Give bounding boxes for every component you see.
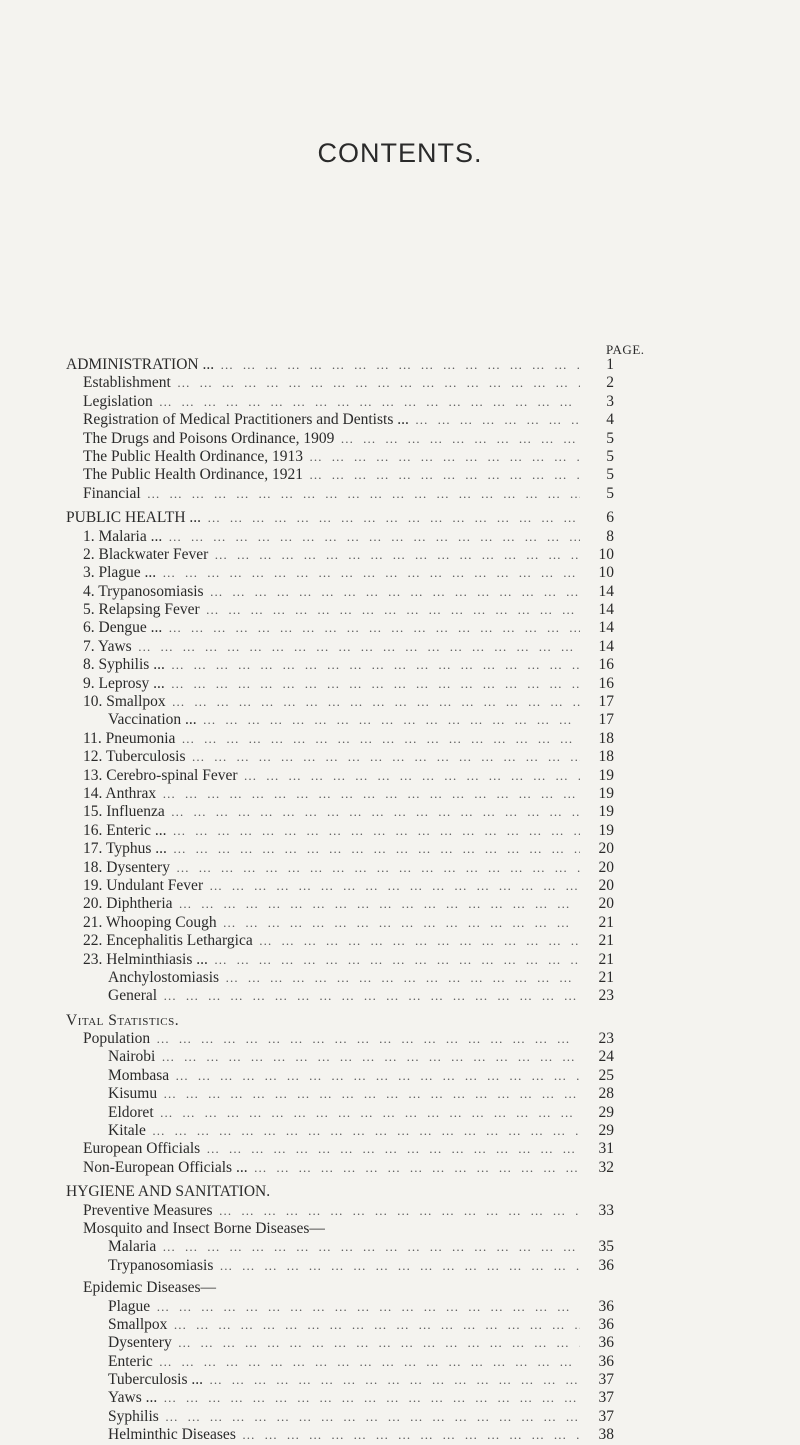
toc-page-number: 38 <box>598 1426 614 1444</box>
toc-page-number: 16 <box>598 656 614 674</box>
toc-entry-label: 17. Typhus ... <box>83 840 167 858</box>
toc-page-number: 28 <box>598 1085 614 1103</box>
toc-entry <box>66 1298 614 1316</box>
dot-leader <box>147 485 580 503</box>
dot-leader <box>163 987 580 1005</box>
toc-entry <box>66 509 614 527</box>
toc-entry-label: 4. Trypanosomiasis <box>83 582 204 600</box>
toc-entry-label: Preventive Measures <box>83 1201 213 1219</box>
dot-leader <box>159 393 580 411</box>
toc-entry-label: Kitale <box>108 1122 146 1140</box>
toc-page-number: 20 <box>598 895 614 913</box>
dot-leader <box>173 822 580 840</box>
toc-entry <box>66 619 614 637</box>
dot-leader <box>171 675 580 693</box>
toc-entry <box>66 1426 614 1444</box>
toc-entry-label: 14. Anthrax <box>83 784 157 802</box>
dot-leader <box>156 1298 580 1316</box>
dot-leader <box>209 1371 580 1389</box>
table-of-contents <box>66 356 614 1445</box>
toc-page-number: 21 <box>598 932 614 950</box>
toc-entry <box>66 528 614 546</box>
toc-entry <box>66 656 614 674</box>
toc-entry-label: Legislation <box>83 392 153 410</box>
dot-leader <box>214 951 580 969</box>
toc-entry <box>66 466 614 484</box>
toc-entry <box>66 1067 614 1085</box>
toc-entry <box>66 393 614 411</box>
toc-entry-label: Establishment <box>83 374 171 392</box>
dot-leader <box>172 693 580 711</box>
section-heading: ADMINISTRATION ... <box>66 356 215 373</box>
dot-leader <box>171 656 580 674</box>
toc-entry-label: 12. Tuberculosis <box>83 748 186 766</box>
toc-entry <box>66 546 614 564</box>
toc-entry-label: Mosquito and Insect Borne Diseases— <box>83 1219 325 1237</box>
toc-entry <box>66 914 614 932</box>
toc-entry <box>66 1353 614 1371</box>
toc-page-number: 37 <box>598 1371 614 1389</box>
toc-entry-label: Plague <box>108 1297 151 1315</box>
toc-entry-label: Syphilis <box>108 1407 159 1425</box>
toc-entry-label: Helminthic Diseases <box>108 1426 236 1444</box>
toc-page-number: 10 <box>598 564 614 582</box>
toc-entry <box>66 1279 614 1297</box>
toc-page-number: 19 <box>598 784 614 802</box>
toc-entry <box>66 987 614 1005</box>
dot-leader <box>254 1159 580 1177</box>
dot-leader <box>340 430 580 448</box>
dot-leader <box>192 748 581 766</box>
toc-entry-label: Smallpox <box>108 1315 168 1333</box>
toc-entry-label: Vaccination ... <box>108 711 197 729</box>
toc-page-number: 23 <box>598 1030 614 1048</box>
toc-page-number: 36 <box>598 1297 614 1315</box>
toc-entry <box>66 448 614 466</box>
dot-leader <box>214 546 580 564</box>
toc-entry <box>66 1389 614 1407</box>
toc-entry <box>66 675 614 693</box>
dot-leader <box>181 730 580 748</box>
dot-leader <box>309 466 580 484</box>
toc-entry-label: 8. Syphilis ... <box>83 656 165 674</box>
toc-page-number: 19 <box>598 766 614 784</box>
toc-entry <box>66 1085 614 1103</box>
page-title: CONTENTS. <box>317 138 483 168</box>
toc-entry-label: 11. Pneumonia <box>83 729 176 747</box>
dot-leader <box>178 1334 580 1352</box>
toc-entry-label: The Drugs and Poisons Ordinance, 1909 <box>83 429 335 447</box>
dot-leader <box>177 374 580 392</box>
toc-page-number: 25 <box>598 1066 614 1084</box>
toc-entry-label: 5. Relapsing Fever <box>83 601 200 619</box>
dot-leader <box>171 803 580 821</box>
toc-entry <box>66 859 614 877</box>
dot-leader <box>206 601 580 619</box>
toc-page-number: 37 <box>598 1407 614 1425</box>
toc-page-number: 19 <box>598 803 614 821</box>
toc-entry-label: 22. Encephalitis Lethargica <box>83 932 253 950</box>
dot-leader <box>175 1067 580 1085</box>
toc-entry-label: Kisumu <box>108 1085 158 1103</box>
dot-leader <box>309 448 580 466</box>
toc-entry-label: 20. Diphtheria <box>83 895 173 913</box>
toc-entry-label: Tuberculosis ... <box>108 1371 204 1389</box>
toc-entry <box>66 840 614 858</box>
dot-leader <box>259 932 580 950</box>
toc-entry <box>66 430 614 448</box>
toc-page-number: 32 <box>598 1158 614 1176</box>
toc-entry-label: 10. Smallpox <box>83 693 166 711</box>
toc-entry-label: 9. Leprosy ... <box>83 674 165 692</box>
dot-leader <box>138 638 580 656</box>
dot-leader <box>225 969 580 987</box>
toc-page-number: 1 <box>606 356 614 373</box>
toc-entry-label: Anchylostomiasis <box>108 968 220 986</box>
toc-page-number: 33 <box>598 1201 614 1219</box>
toc-entry-label: 16. Enteric ... <box>83 821 167 839</box>
toc-entry-label: The Public Health Ordinance, 1921 <box>83 466 303 484</box>
toc-entry-label: Eldoret <box>108 1103 154 1121</box>
toc-page-number: 14 <box>598 582 614 600</box>
toc-page-number: 4 <box>606 411 614 429</box>
toc-page-number: 20 <box>598 876 614 894</box>
toc-page-number: 18 <box>598 729 614 747</box>
toc-page-number: 14 <box>598 601 614 619</box>
toc-entry <box>66 1257 614 1275</box>
dot-leader <box>209 877 580 895</box>
toc-entry <box>66 1220 614 1238</box>
toc-page-number: 6 <box>606 509 614 527</box>
toc-entry-label: 18. Dysentery <box>83 858 170 876</box>
page-column-header: PAGE. <box>606 342 645 357</box>
toc-entry-label: Malaria <box>108 1238 157 1256</box>
toc-entry <box>66 730 614 748</box>
toc-entry <box>66 356 614 374</box>
toc-page-number: 36 <box>598 1315 614 1333</box>
section-heading: Vital Statistics. <box>66 1011 180 1029</box>
toc-entry-label: 6. Dengue ... <box>83 619 163 637</box>
dot-leader <box>176 859 580 877</box>
dot-leader <box>179 895 580 913</box>
toc-page-number: 14 <box>598 637 614 655</box>
toc-entry-label: Yaws ... <box>108 1389 158 1407</box>
dot-leader <box>173 1316 580 1334</box>
toc-entry <box>66 1334 614 1352</box>
toc-entry <box>66 411 614 429</box>
toc-page-number: 8 <box>606 527 614 545</box>
toc-entry-label: 19. Undulant Fever <box>83 876 204 894</box>
dot-leader <box>168 528 580 546</box>
toc-entry <box>66 877 614 895</box>
toc-entry-label: Non-European Officials ... <box>83 1158 248 1176</box>
toc-entry <box>66 485 614 503</box>
toc-page-number: 17 <box>598 693 614 711</box>
toc-entry <box>66 638 614 656</box>
toc-page-number: 5 <box>606 466 614 484</box>
dot-leader <box>242 1426 580 1444</box>
toc-page-number: 5 <box>606 429 614 447</box>
toc-entry <box>66 785 614 803</box>
toc-page-number: 16 <box>598 674 614 692</box>
dot-leader <box>163 1389 580 1407</box>
toc-entry <box>66 711 614 729</box>
toc-entry-label: 21. Whooping Cough <box>83 913 217 931</box>
toc-entry-label: Enteric <box>108 1352 153 1370</box>
toc-page-number: 36 <box>598 1352 614 1370</box>
toc-entry-label: The Public Health Ordinance, 1913 <box>83 447 303 465</box>
toc-entry <box>66 693 614 711</box>
toc-entry <box>66 1159 614 1177</box>
toc-entry-label: 15. Influenza <box>83 803 165 821</box>
toc-entry-label: Nairobi <box>108 1048 156 1066</box>
dot-leader <box>165 1408 580 1426</box>
toc-entry-label: 2. Blackwater Fever <box>83 545 209 563</box>
toc-page-number: 5 <box>606 447 614 465</box>
toc-page-number: 20 <box>598 840 614 858</box>
section-heading: HYGIENE AND SANITATION. <box>66 1183 271 1201</box>
toc-entry <box>66 895 614 913</box>
toc-entry <box>66 1030 614 1048</box>
toc-entry-label: Epidemic Diseases— <box>83 1279 217 1297</box>
toc-entry <box>66 1371 614 1389</box>
toc-page-number: 20 <box>598 858 614 876</box>
toc-page-number: 3 <box>606 392 614 410</box>
toc-entry-label: European Officials <box>83 1140 201 1158</box>
toc-entry <box>66 822 614 840</box>
toc-entry-label: Population <box>83 1030 151 1048</box>
toc-entry-label: 3. Plague ... <box>83 564 157 582</box>
toc-entry <box>66 748 614 766</box>
toc-entry <box>66 969 614 987</box>
toc-page-number: 35 <box>598 1238 614 1256</box>
dot-leader <box>219 1202 580 1220</box>
toc-page-number: 10 <box>598 545 614 563</box>
toc-entry-label: General <box>108 987 158 1005</box>
section-heading: PUBLIC HEALTH ... <box>66 509 202 527</box>
toc-entry-label: Trypanosomiasis <box>108 1256 214 1274</box>
dot-leader <box>219 1257 580 1275</box>
dot-leader <box>163 1085 580 1103</box>
dot-leader <box>415 411 580 429</box>
toc-entry <box>66 583 614 601</box>
toc-entry <box>66 1183 614 1201</box>
dot-leader <box>223 914 580 932</box>
toc-entry <box>66 564 614 582</box>
toc-page-number: 29 <box>598 1103 614 1121</box>
toc-page-number: 18 <box>598 748 614 766</box>
toc-entry <box>66 1202 614 1220</box>
toc-page-number: 31 <box>598 1140 614 1158</box>
toc-entry <box>66 601 614 619</box>
toc-entry-label: 7. Yaws <box>83 637 132 655</box>
toc-page-number: 2 <box>606 374 614 392</box>
dot-leader <box>159 1353 580 1371</box>
toc-page-number: 36 <box>598 1256 614 1274</box>
toc-page-number: 19 <box>598 821 614 839</box>
toc-page-number: 5 <box>606 484 614 502</box>
dot-leader <box>206 1140 580 1158</box>
toc-page-number: 17 <box>598 711 614 729</box>
toc-page-number: 36 <box>598 1334 614 1352</box>
toc-entry-label: Registration of Medical Practitioners and Dentists ... <box>83 411 409 429</box>
toc-entry <box>66 803 614 821</box>
dot-leader <box>220 356 580 374</box>
toc-entry <box>66 1316 614 1334</box>
toc-entry-label: Dysentery <box>108 1334 172 1352</box>
toc-page-number: 21 <box>598 968 614 986</box>
toc-entry <box>66 1238 614 1256</box>
toc-page-number: 23 <box>598 987 614 1005</box>
dot-leader <box>207 509 580 527</box>
dot-leader <box>160 1104 580 1122</box>
toc-entry <box>66 951 614 969</box>
dot-leader <box>152 1122 580 1140</box>
toc-page-number: 21 <box>598 913 614 931</box>
toc-entry-label: 23. Helminthiasis ... <box>83 950 208 968</box>
toc-entry <box>66 767 614 785</box>
toc-page-number: 24 <box>598 1048 614 1066</box>
toc-page-number: 21 <box>598 950 614 968</box>
dot-leader <box>161 1048 580 1066</box>
toc-page-number: 29 <box>598 1122 614 1140</box>
toc-page-number: 37 <box>598 1389 614 1407</box>
dot-leader <box>210 583 580 601</box>
dot-leader <box>156 1030 580 1048</box>
toc-entry <box>66 1048 614 1066</box>
toc-entry <box>66 1408 614 1426</box>
dot-leader <box>203 711 580 729</box>
toc-entry <box>66 374 614 392</box>
toc-entry-label: Mombasa <box>108 1066 170 1084</box>
toc-entry-label: Financial <box>83 484 141 502</box>
toc-entry <box>66 1140 614 1158</box>
dot-leader <box>168 619 580 637</box>
toc-entry-label: 1. Malaria ... <box>83 527 163 545</box>
dot-leader <box>162 785 580 803</box>
toc-entry <box>66 1012 614 1030</box>
toc-entry <box>66 932 614 950</box>
toc-entry-label: 13. Cerebro-spinal Fever <box>83 766 238 784</box>
dot-leader <box>162 1238 580 1256</box>
toc-entry <box>66 1122 614 1140</box>
dot-leader <box>244 767 580 785</box>
toc-page-number: 14 <box>598 619 614 637</box>
dot-leader <box>162 564 580 582</box>
dot-leader <box>173 840 580 858</box>
toc-entry <box>66 1104 614 1122</box>
